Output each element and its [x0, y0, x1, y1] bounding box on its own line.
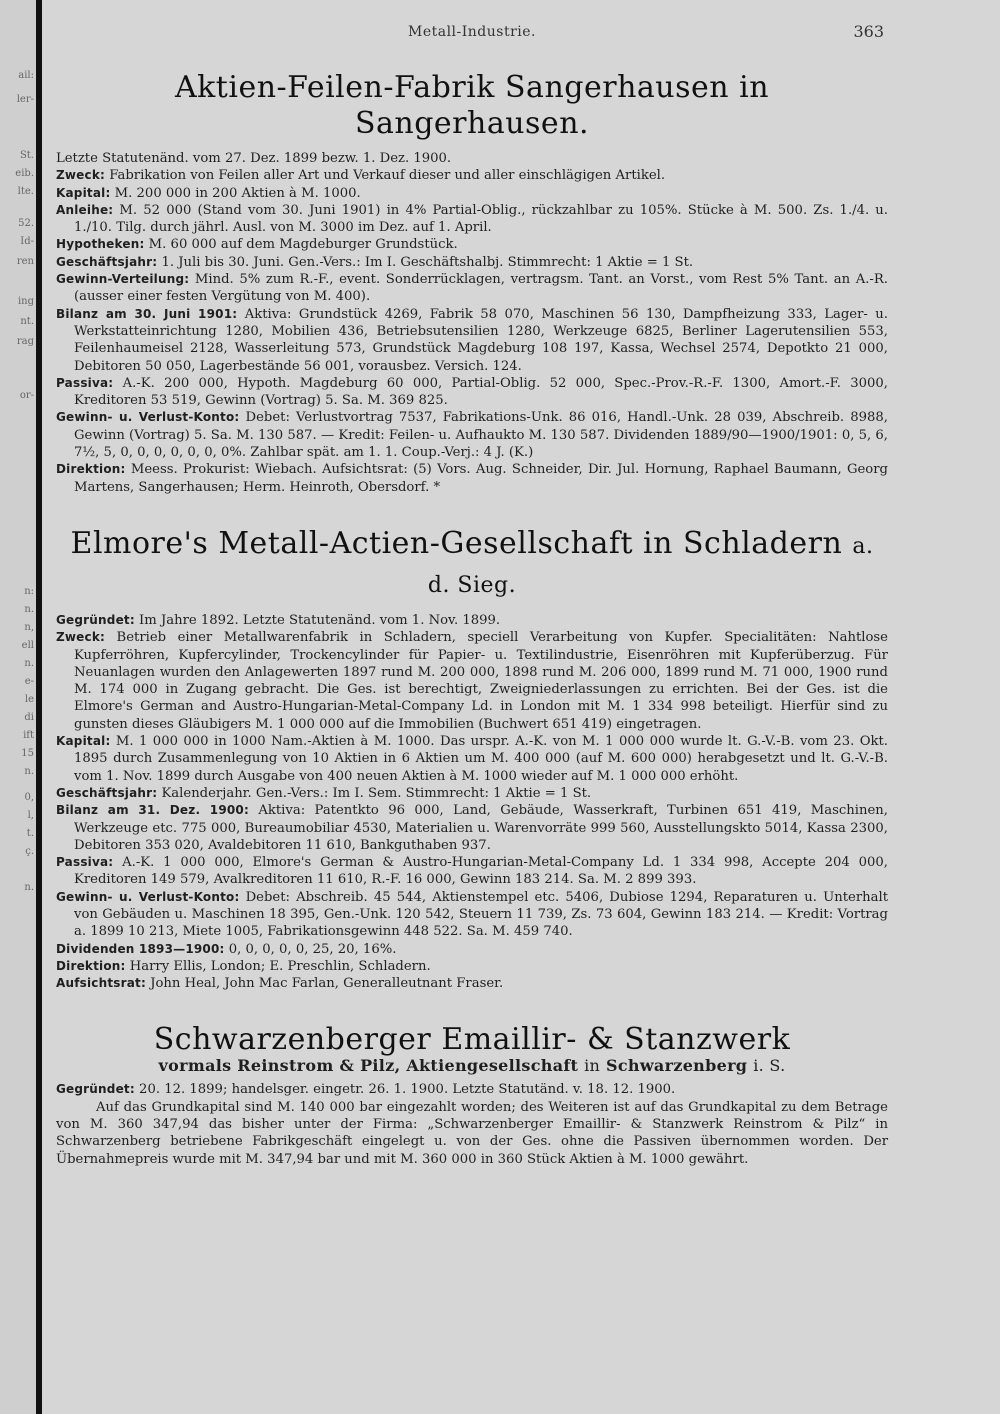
entry-line: Passiva: A.-K. 1 000 000, Elmore's German & Austro-Hungarian-Metal-Company Ld. 1 334 998, Accepte 204 000, Kreditoren 149 579, Avalkreditoren 11 610, R.-F. 16 000, Gewinn 183 214. Sa. M. 2 899 393. — [56, 855, 888, 888]
margin-fragment: n. — [24, 604, 34, 615]
margin-fragment: ler- — [16, 94, 34, 105]
page-number: 363 — [853, 22, 884, 41]
entry-line: Gewinn- u. Verlust-Konto: Debet: Abschreib. 45 544, Aktienstempel etc. 5406, Dubiose 1294, Reparaturen u. Unterhalt von Gebäuden u. Maschinen 18 395, Gen.-Unk. 120 542, Steuern 11 739, Zs. 73 604, Gewinn 183 214. — Kredit: Vortrag a. 1899 10 213, Miete 1005, Fabrikationsgewinn 448 522. Sa. M. 459 740. — [56, 889, 888, 940]
entry-keyword: Gegründet: — [56, 1082, 135, 1097]
entry-keyword: Hypotheken: — [56, 237, 145, 252]
entry-line: Direktion: Harry Ellis, London; E. Preschlin, Schladern. — [56, 958, 431, 974]
entry-keyword: Gewinn-Verteilung: — [56, 272, 190, 287]
entry-list — [56, 612, 888, 993]
left-margin-strip — [0, 0, 42, 1414]
subtitle-former-name: vormals Reinstrom & Pilz, Aktiengesellschaft — [158, 1056, 579, 1076]
entry-keyword: Anleihe: — [56, 202, 114, 217]
entry-keyword: Passiva: — [56, 375, 114, 390]
margin-fragment: n: — [24, 586, 34, 597]
margin-fragment: 0, — [24, 792, 34, 803]
margin-fragment: t. — [26, 828, 34, 839]
entry-line: Geschäftsjahr: 1. Juli bis 30. Juni. Gen.-Vers.: Im I. Geschäftshalbj. Stimmrecht: 1 Aktie = 1 St. — [56, 254, 694, 270]
margin-fragment: e- — [24, 676, 34, 687]
entry-keyword: Zweck: — [56, 630, 106, 645]
entry-line: Bilanz am 31. Dez. 1900: Aktiva: Patentkto 96 000, Land, Gebäude, Wasserkraft, Turbinen 651 419, Maschinen, Werkzeuge etc. 775 000, Bureaumobiliar 4530, Materialien u. Warenvorräte 999 560, Ausstellungskto 5014, Kassa 2300, Debitoren 353 020, Avaldebitoren 11 610, Bankguthaben 937. — [56, 803, 888, 853]
entry-line: Aufsichtsrat: John Heal, John Mac Farlan, Generalleutnant Fraser. — [56, 976, 504, 992]
margin-fragment: ail: — [18, 70, 34, 81]
company-entry-elmores — [56, 526, 888, 993]
entry-line: Hypotheken: M. 60 000 auf dem Magdeburger Grundstück. — [56, 237, 458, 253]
entry-keyword: Dividenden 1893—1900: — [56, 941, 225, 956]
entry-line: Zweck: Betrieb einer Metallwarenfabrik in Schladern, speciell Verarbeitung von Kupfer. Specialitäten: Nahtlose Kupferröhren, Kupfercylinder, Trockencylinder für Papier- u. Textilindustrie, Eisenröhren mit Kupferüberzug. Für Neuanlagen wurden den Anlagewerten 1897 rund M. 200 000, 1898 rund M. 206 000, 1899 rund M. 71 000, 1900 rund M. 174 000 in Zugang gebracht. Die Ges. ist berechtigt, Zweigniederlassungen zu errichten. Bei der Ges. ist die Elmore's German and Austro-Hungarian-Metal-Company Ld. in London mit M. 1 334 998 beteiligt. Hierfür sind zu gunsten dieses Gläubigers M. 1 000 000 auf die Immobilien (Buchwert 651 419) eingetragen. — [56, 630, 888, 732]
entry-keyword: Direktion: — [56, 462, 126, 477]
margin-fragment: le — [24, 694, 34, 705]
entry-keyword: Gewinn- u. Verlust-Konto: — [56, 410, 240, 425]
margin-fragment: ren — [16, 256, 34, 267]
margin-fragment: ell — [21, 640, 34, 651]
margin-fragment: or- — [19, 390, 34, 401]
company-subtitle — [56, 1056, 888, 1075]
margin-fragment: rag — [16, 336, 34, 347]
entry-keyword: Geschäftsjahr: — [56, 254, 158, 269]
entry-line: Gewinn- u. Verlust-Konto: Debet: Verlustvortrag 7537, Fabrikations-Unk. 86 016, Handl.-Unk. 28 039, Abschreib. 8988, Gewinn (Vortrag) 5. Sa. M. 130 587. — Kredit: Feilen- u. Aufhaukto M. 130 587. Dividenden 1889/90—1900/1901: 0, 5, 6, 7½, 5, 0, 0, 0, 0, 0, 0, 0%. Zahlbar spät. am 1. 1. Coup.-Verj.: 4 J. (K.) — [56, 410, 888, 461]
entry-keyword: Bilanz am 31. Dez. 1900: — [56, 803, 249, 818]
margin-fragment: ç. — [25, 846, 34, 857]
margin-fragment: n. — [24, 766, 34, 777]
entry-keyword: Geschäftsjahr: — [56, 785, 158, 800]
company-name — [56, 526, 888, 604]
entry-line: Gewinn-Verteilung: Mind. 5% zum R.-F., event. Sonderrücklagen, vertragsm. Tant. an Vorst., vom Rest 5% Tant. an A.-R. (ausser einer festen Vergütung von M. 400). — [56, 272, 888, 305]
description-paragraph: Auf das Grundkapital sind M. 140 000 bar eingezahlt worden; des Weiteren ist auf das Grundkapital zu dem Betrage von M. 360 347,94 das bisher unter der Firma: „Schwarzenberger Emaillir- & Stanzwerk Reinstrom & Pilz“ in Schwarzenberg betriebene Fabrikgeschäft eingelegt u. von der Ges. ohne die Passiven übernommen worden. Der Übernahmepreis wurde mit M. 347,94 bar und mit M. 360 000 in 360 Stück Aktien à M. 1000 gewährt. — [56, 1099, 888, 1167]
entry-line: Passiva: A.-K. 200 000, Hypoth. Magdeburg 60 000, Partial-Oblig. 52 000, Spec.-Prov.-R.-F. 1300, Amort.-F. 3000, Kreditoren 53 519, Gewinn (Vortrag) 5. Sa. M. 369 825. — [56, 375, 888, 409]
entry-line: Kapital: M. 1 000 000 in 1000 Nam.-Aktien à M. 1000. Das urspr. A.-K. von M. 1 000 000 wurde lt. G.-V.-B. vom 23. Okt. 1895 durch Zusammenlegung von 10 Aktien in 6 Aktien um M. 400 000 (auf M. 600 000) herabgesetzt und lt. G.-V.-B. vom 1. Nov. 1899 durch Ausgabe von 400 neuen Aktien à M. 1000 wieder auf M. 1 000 000 erhöht. — [56, 734, 888, 784]
margin-fragment: lte. — [17, 186, 34, 197]
entry-line: Gegründet: Im Jahre 1892. Letzte Statutenänd. vom 1. Nov. 1899. — [56, 612, 501, 628]
running-title: Metall-Industrie. — [407, 24, 537, 40]
entry-line: Dividenden 1893—1900: 0, 0, 0, 0, 0, 25, 20, 16%. — [56, 941, 397, 957]
entry-list — [56, 1081, 888, 1098]
entry-keyword: Kapital: — [56, 734, 111, 749]
running-header — [56, 14, 888, 44]
entry-line: Kapital: M. 200 000 in 200 Aktien à M. 1000. — [56, 185, 361, 201]
entry-line: Bilanz am 30. Juni 1901: Aktiva: Grundstück 4269, Fabrik 58 070, Maschinen 56 130, Dampfheizung 333, Lager- u. Werkstatteinrichtung 1280, Mobilien 436, Betriebsutensilien 1280, Werkzeuge 6825, Berliner Lagerutensilien 553, Feilenhaumeisel 2128, Wasserleitung 573, Grundstück Magdeburg 108 197, Kassa, Wechsel 2574, Depotkto 21 000, Debitoren 50 050, Lagerbestände 56 001, vorausbez. Versich. 124. — [56, 306, 888, 374]
entry-keyword: Zweck: — [56, 168, 106, 183]
entry-keyword: Aufsichtsrat: — [56, 976, 146, 991]
company-name-suffix: a. d. Sieg. — [427, 533, 874, 598]
margin-fragment: eib. — [15, 168, 34, 179]
entry-keyword: Gewinn- u. Verlust-Konto: — [56, 889, 240, 904]
margin-fragment: nt. — [20, 316, 34, 327]
entry-keyword: Kapital: — [56, 185, 111, 200]
subtitle-region: i. S. — [753, 1056, 786, 1076]
entry-keyword: Direktion: — [56, 958, 126, 973]
margin-fragment: n, — [24, 622, 34, 633]
margin-fragment: n. — [24, 882, 34, 893]
subtitle-place: Schwarzenberg — [606, 1056, 748, 1076]
subtitle-in: in — [584, 1056, 601, 1076]
entry-line: Zweck: Fabrikation von Feilen aller Art und Verkauf dieser und aller einschlägigen Artikel. — [56, 168, 666, 184]
document-page — [56, 14, 888, 1404]
company-name-main: Elmore's Metall-Actien-Gesellschaft in Schladern — [70, 525, 843, 561]
entry-keyword: Bilanz am 30. Juni 1901: — [56, 306, 238, 321]
margin-fragment: St. — [19, 150, 34, 161]
company-name: Schwarzenberger Emaillir- & Stanzwerk — [153, 1022, 791, 1058]
entry-line: Anleihe: M. 52 000 (Stand vom 30. Juni 1901) in 4% Partial-Oblig., rückzahlbar zu 105%. Stücke à M. 500. Zs. 1./4. u. 1./10. Tilg. durch jährl. Ausl. von M. 3000 im Dez. auf 1. April. — [56, 202, 888, 236]
margin-fragment: ift — [23, 730, 34, 741]
margin-fragment: n. — [24, 658, 34, 669]
entry-line: Geschäftsjahr: Kalenderjahr. Gen.-Vers.: Im I. Sem. Stimmrecht: 1 Aktie = 1 St. — [56, 785, 592, 801]
entry-list — [56, 150, 888, 496]
entry-keyword: Passiva: — [56, 855, 114, 870]
entry-line: Gegründet: 20. 12. 1899; handelsger. eingetr. 26. 1. 1900. Letzte Statutänd. v. 18. 12. 1900. — [56, 1082, 676, 1098]
margin-fragment: di — [24, 712, 34, 723]
entry-line: Direktion: Meess. Prokurist: Wiebach. Aufsichtsrat: (5) Vors. Aug. Schneider, Dir. Jul. Hornung, Raphael Baumann, Georg Martens, Sangerhausen; Herm. Heinroth, Obersdorf. * — [56, 462, 888, 495]
company-name: Aktien-Feilen-Fabrik Sangerhausen in Sangerhausen. — [174, 70, 770, 141]
margin-fragment: 15 — [21, 748, 34, 759]
margin-fragment: ing — [17, 296, 34, 307]
margin-fragment: Id- — [20, 236, 34, 247]
margin-fragment: l, — [27, 810, 34, 821]
entry-keyword: Gegründet: — [56, 612, 135, 627]
margin-fragment: 52. — [18, 218, 34, 229]
company-entry-schwarzenberger — [56, 1022, 888, 1167]
entry-line: Letzte Statutenänd. vom 27. Dez. 1899 bezw. 1. Dez. 1900. — [56, 151, 452, 166]
company-entry-sangerhausen — [56, 70, 888, 496]
